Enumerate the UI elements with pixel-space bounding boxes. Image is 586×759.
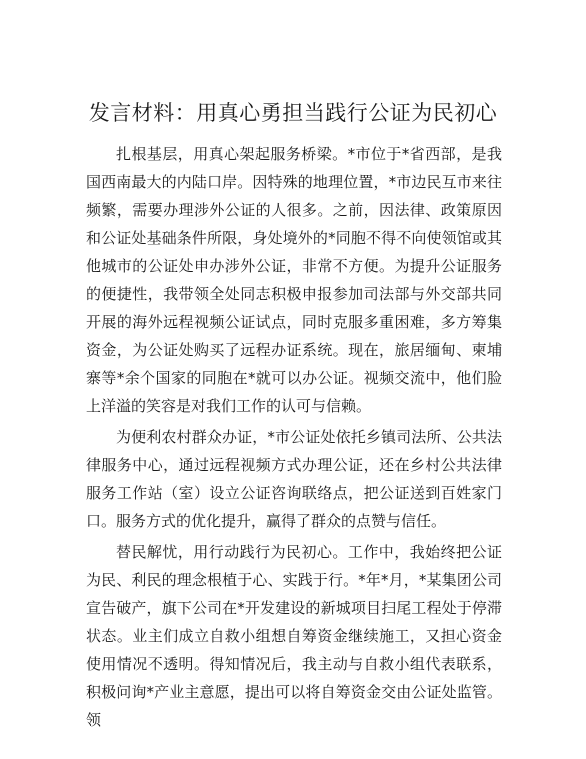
paragraph-3: 替民解忧，用行动践行为民初心。工作中，我始终把公证为民、利民的理念根植于心、实践于行。*年*月，*某集团公司宣告破产，旗下公司在*开发建设的新城项目扫尾工程处于停滞状态。业主们成立自救小组想自筹资金继续施工，又担心资金使用情况不透明。得知情况后，我主动与自救小组代表联系，积极问询*产业主意愿，提出可以将自筹资金交由公证处监管。领 [86, 543, 502, 729]
document-body [86, 140, 502, 736]
document-title: 发言材料：用真心勇担当践行公证为民初心 [88, 101, 498, 125]
paragraph-1: 扎根基层，用真心架起服务桥梁。*市位于*省西部，是我国西南最大的内陆口岸。因特殊的地理位置，*市边民互市来往频繁，需要办理涉外公证的人很多。之前，因法律、政策原因和公证处基础条件所限，身处境外的*同胞不得不向使领馆或其他城市的公证处申办涉外公证，非常不方便。为提升公证服务的便捷性，我带领全处同志积极申报参加司法部与外交部共同开展的海外远程视频公证试点，同时克服多重困难，多方筹集资金，为公证处购买了远程办证系统。现在，旅居缅甸、柬埔寨等*余个国家的同胞在*就可以办公证。视频交流中，他们脸上洋溢的笑容是对我们工作的认可与信赖。 [86, 145, 502, 415]
paragraph-2: 为便利农村群众办证，*市公证处依托乡镇司法所、公共法律服务中心，通过远程视频方式办理公证，还在乡村公共法律服务工作站（室）设立公证咨询联络点，把公证送到百姓家门口。服务方式的优化提升，赢得了群众的点赞与信任。 [86, 428, 502, 530]
